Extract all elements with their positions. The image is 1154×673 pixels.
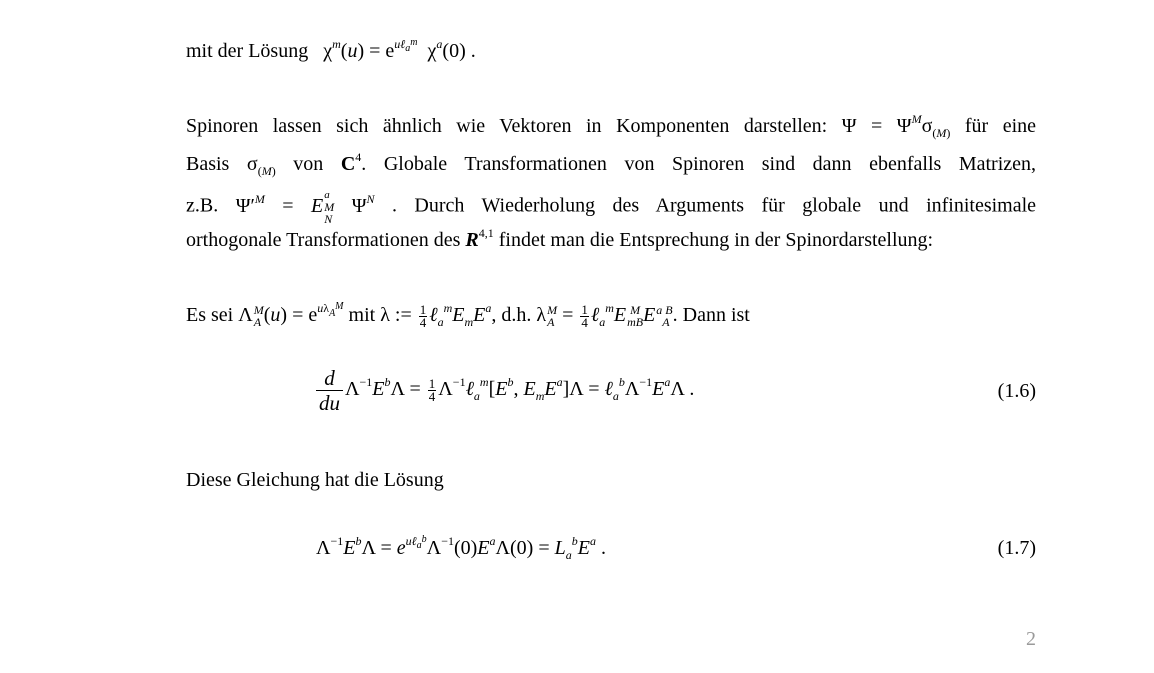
text-mit-der-loesung: mit der Lösung — [186, 40, 309, 62]
spinor-paragraph-line-4 — [186, 227, 1036, 253]
formula-chi-solution: $\chi^m(u) = e^{u\ell_a^m}$ $\chi^a(0)$ . — [313, 37, 476, 62]
text-dann-ist: . Dann ist — [672, 304, 750, 326]
page-number: 2 — [1026, 628, 1036, 650]
formula-psi-decomposition: $\Psi = \Psi^M\sigma_{(M)}$ — [841, 112, 951, 140]
text-fuer-eine: für eine — [964, 115, 1037, 137]
text-durch-wiederholung: . Durch Wiederholung des Arguments für globale und infinitesimale — [391, 194, 1037, 217]
text-von: von — [293, 153, 324, 175]
formula-lambda-components: λ M A = $\frac{1}{4}$ ℓ$_a^m$E M mB E a B A — [536, 301, 673, 330]
text-diese-gleichung: Diese Gleichung hat die Lösung — [186, 469, 444, 491]
text-zb: z.B. — [186, 194, 219, 217]
equation-1-7 — [316, 534, 1036, 567]
text-findet-man: findet man die Entsprechung in der Spinordarstellung: — [498, 229, 934, 251]
formula-psi-transform: $\Psi'^M = E$ a M N $\Psi^N$ — [235, 189, 375, 226]
text-orthogonale: orthogonale Transformationen des — [186, 229, 461, 251]
formula-sigma-basis: $\sigma_{(M)}$ — [246, 153, 276, 178]
diese-gleichung-line — [186, 467, 1036, 493]
equation-1-6 — [316, 366, 1036, 420]
solution-line — [186, 38, 1036, 64]
formula-lambda-assign: λ := $\frac{1}{4}$ $\ell_a^mE_mE^a$ — [380, 301, 492, 330]
text-spinoren: Spinoren lassen sich ähnlich wie Vektoren in Komponenten darstellen: — [186, 115, 828, 137]
spinor-paragraph-line-1 — [186, 113, 1036, 139]
formula-eq-1-6: $\frac{d}{du}$ $\Lambda^{-1}E^b\Lambda$ = $\frac{1}{4}$ $\Lambda^{-1}\ell_a^m[E^b$, $E_mE^a]\Lambda$ = $\ell_a^b\Lambda^{-1}E^a\Lambda$ . — [316, 366, 694, 415]
text-basis: Basis — [186, 153, 230, 175]
spinor-paragraph-line-3 — [186, 189, 1036, 225]
es-sei-line — [186, 302, 1036, 329]
equation-number-1-7: (1.7) — [997, 537, 1036, 559]
text-mit: mit — [348, 304, 376, 326]
text-es-sei: Es sei — [186, 304, 234, 326]
symbol-r41: R$^{4,1}$ — [465, 226, 494, 251]
formula-eq-1-7: $\Lambda^{-1}E^b\Lambda = e^{u\ell_a^b}\Lambda^{-1}(0)E^a\Lambda(0) = L_a^bE^a$ . — [316, 534, 606, 562]
symbol-c4: $C^4$. Globale Transformationen von Spinoren sind dann ebenfalls Matrizen, — [340, 150, 1037, 175]
formula-lambda-def: Λ M A $(u) = e^{u\lambda_A^M}$ — [238, 301, 344, 330]
spinor-paragraph-line-2 — [186, 151, 1036, 177]
text-dh: , d.h. — [491, 304, 532, 326]
equation-number-1-6: (1.6) — [997, 380, 1036, 402]
